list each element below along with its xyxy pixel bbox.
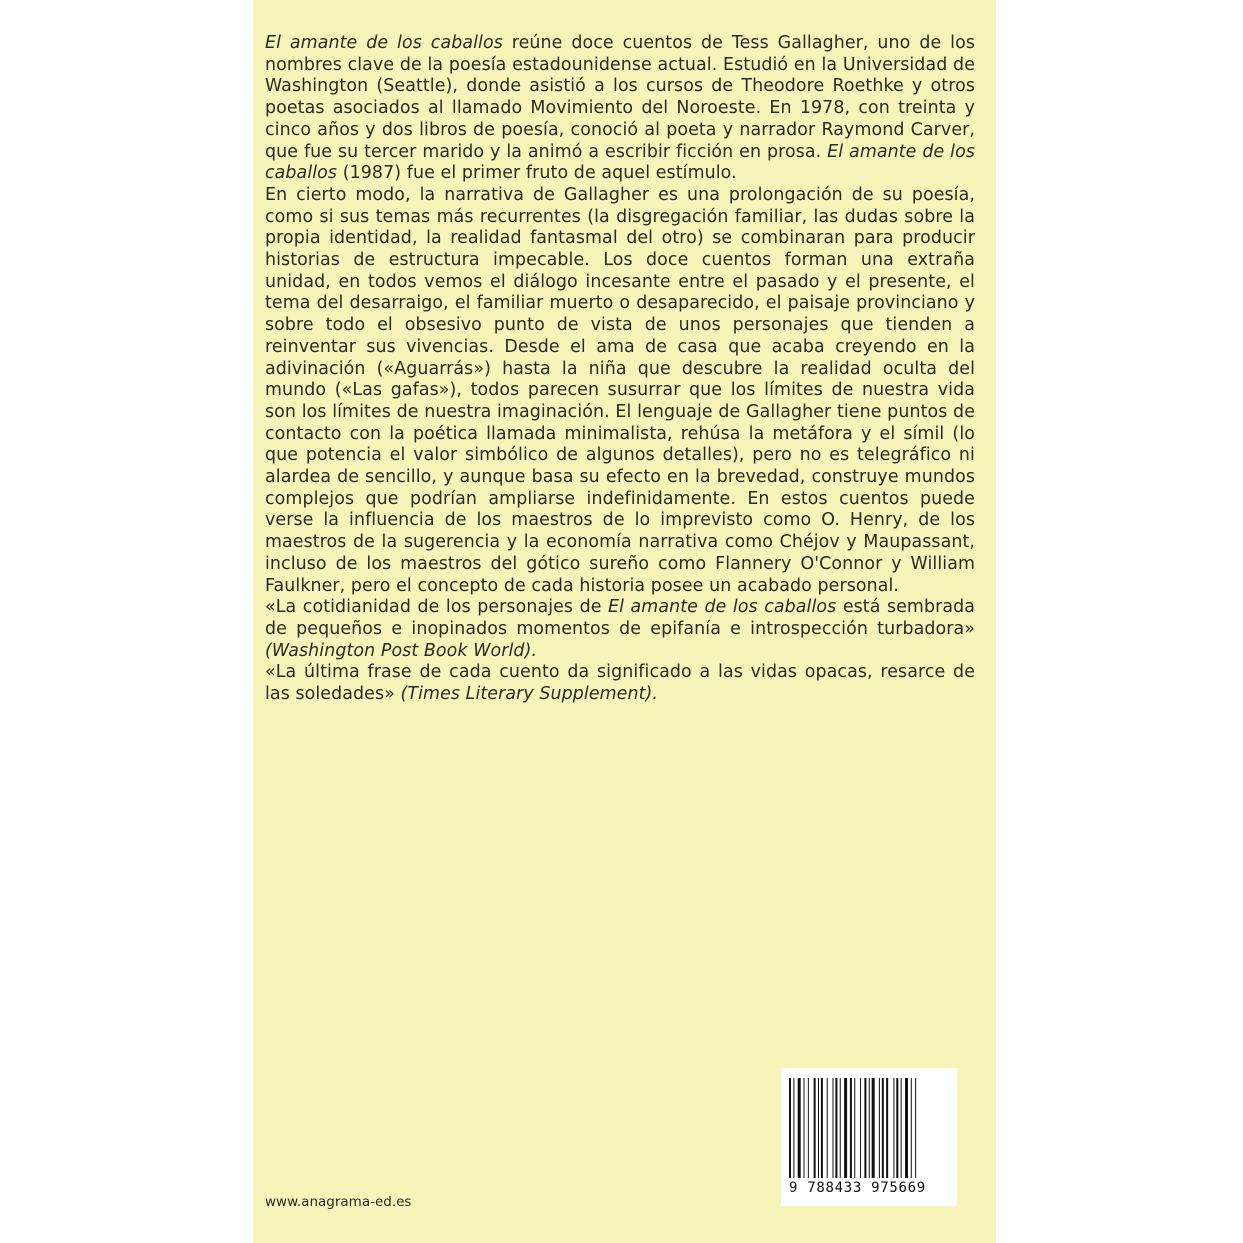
isbn-barcode	[781, 1068, 957, 1206]
blurb-paragraph-1: El amante de los caballos reúne doce cuentos de Tess Gallagher, uno de los nombres clave de la poesía estadounidense actual. Estudió en la Universidad de Washington (Seattle), donde asistió a los cursos de Theodore Roethke y otros poetas asociados al llamado Movimiento del Noroeste. En 1978, con treinta y cinco años y dos libros de poesía, conoció al poeta y narrador Raymond Carver, que fue su tercer marido y la animó a escribir ficción en prosa. El amante de los caballos (1987) fue el primer fruto de aquel estímulo.	[265, 33, 975, 184]
back-cover	[253, 0, 996, 1243]
review-quote-washington-post: «La cotidianidad de los personajes de El amante de los caballos está sembrada de pequeños e inopinados momentos de epifanía e introspección turbadora» (Washington Post Book World).	[265, 597, 975, 661]
publisher-website: www.anagrama-ed.es	[265, 1194, 412, 1210]
review-quote-times-literary-supplement: «La última frase de cada cuento da significado a las vidas opacas, resarce de las soledades» (Times Literary Supplement).	[265, 662, 975, 705]
blurb-paragraph-2: En cierto modo, la narrativa de Gallagher es una prolongación de su poesía, como si sus temas más recurrentes (la disgregación familiar, las dudas sobre la propia identidad, la realidad fantasmal del otro) se combinaran para producir historias de estructura impecable. Los doce cuentos forman una extraña unidad, en todos vemos el diálogo incesante entre el pasado y el presente, el tema del desarraigo, el familiar muerto o desaparecido, el paisaje provinciano y sobre todo el obsesivo punto de vista de unos personajes que tienden a reinventar sus vivencias. Desde el ama de casa que acaba creyendo en la adivinación («Aguarrás») hasta la niña que descubre la realidad oculta del mundo («Las gafas»), todos parecen susurrar que los límites de nuestra vida son los límites de nuestra imaginación. El lenguaje de Gallagher tiene puntos de contacto con la poética llamada minimalista, rehúsa la metáfora y el símil (lo que potencia el valor simbólico de algunos detalles), pero no es telegráfico ni alardea de sencillo, y aunque basa su efecto en la brevedad, construye mundos complejos que podrían ampliarse indefinidamente. En estos cuentos puede verse la influencia de los maestros de lo imprevisto como O. Henry, de los maestros de la sugerencia y la economía narrativa como Chéjov y Maupassant, incluso de los maestros del gótico sureño como Flannery O'Connor y William Faulkner, pero el concepto de cada historia posee un acabado personal.	[265, 184, 975, 596]
blurb-text	[265, 33, 975, 706]
barcode-icon	[787, 1078, 949, 1178]
isbn-number: 9 788433 975669	[789, 1180, 926, 1196]
